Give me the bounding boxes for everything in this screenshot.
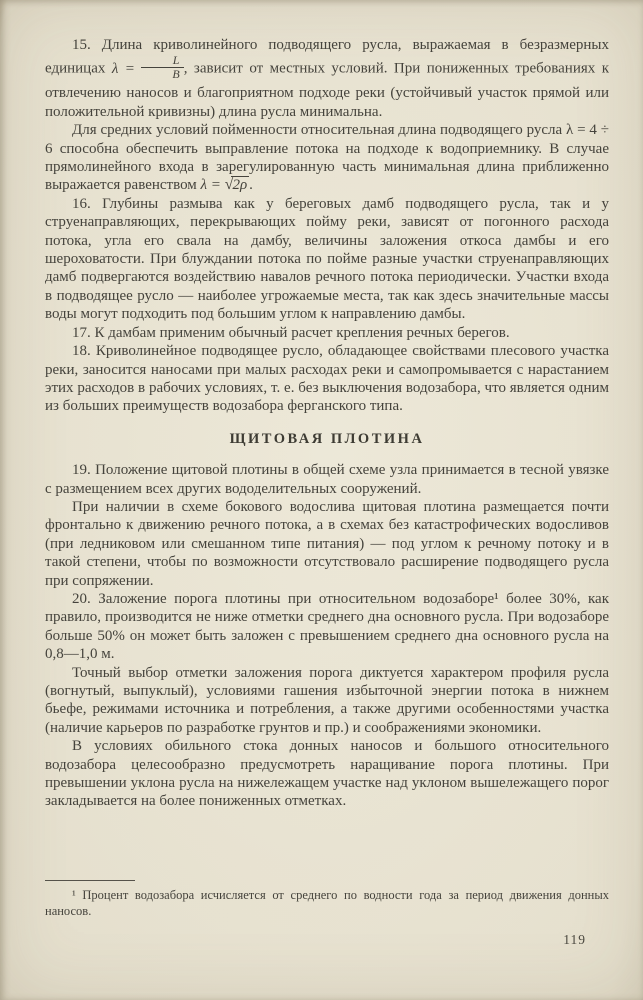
body-text: [45, 36, 609, 811]
paragraph-17: 17. К дамбам применим обычный расчет крепления речных берегов.: [72, 324, 510, 341]
paragraph-text: .: [249, 177, 253, 194]
paragraph-15: [45, 36, 609, 121]
radicand: 2ρ: [232, 177, 248, 194]
fraction-numerator: L: [172, 53, 180, 68]
fraction-L-over-B: [141, 54, 183, 81]
paragraph-text: , зависит от местных условий. При пониженных требованиях к отвлечению наносов и благоприятном подходе реки (устойчивый участок прямой или положительной кривизны) длина русла минимальна.: [45, 60, 609, 120]
paragraph-19: 19. Положение щитовой плотины в общей схеме узла принимается в тесной увязке с размещением всех других вододелительных сооружений.: [45, 462, 609, 497]
radical-sign: √: [224, 176, 234, 194]
formula-lambda-equals-L-over-B: [111, 53, 184, 82]
page-number: 119: [563, 932, 586, 947]
footnote-area: [45, 880, 609, 919]
formula-lhs: λ =: [111, 60, 135, 77]
paragraph-text: 15. Длина криволинейного подводящего русла, выражаемая в безразмерных единицах: [45, 37, 609, 77]
footnote-divider: [45, 880, 135, 881]
paragraph-text: Для средних условий пойменности относительная длина подводящего русла λ = 4 ÷ 6 способна обеспечить выправление потока на подходе к водоприемнику. В случае прямолинейного входа в зарегулированную часть минимальная длина приближенно выражается равенством: [45, 122, 609, 194]
formula-lambda-equals-sqrt-2rho: [201, 177, 250, 193]
fraction-denominator: B: [141, 67, 183, 81]
footnote-text: ¹ Процент водозабора исчисляется от среднего по водности года за период движения донных наносов.: [45, 888, 609, 918]
paragraph-20: 20. Заложение порога плотины при относительном водозаборе¹ более 30%, как правило, производится не ниже отметки среднего дна основного русла. При водозаборе больше 50% он может быть заложен с превышением среднего дна основного русла на 0,8—1,0 м.: [45, 590, 609, 663]
paragraph-20-choice: Точный выбор отметки заложения порога диктуется характером профиля русла (вогнутый, выпуклый), условиями гашения избыточной энергии потока в нижнем бьефе, режимами источника и потребления, а также другими особенностями участка (наличие карьеров по разработке грунтов и пр.) и соображениями экономики.: [45, 664, 609, 736]
paragraph-16: 16. Глубины размыва как у береговых дамб подводящего русла, так и у струенаправляющих, перекрывающих пойму реки, зависят от погонного расхода потока, угла его свала на дамбу, величины заложения откоса дамбы и его шероховатости. При блуждании потока по пойме разные участки струенаправляющих дамб подвергаются воздействию навалов речного потока периодически. Участки входа в подводящее русло — наиболее угрожаемые места, так как здесь значительные массы воды могут подходить под большим углом к направлению дамбы.: [45, 195, 609, 323]
paragraph-20-conditions: В условиях обильного стока донных наносов и большого относительного водозабора целесообразно предусмотреть наращивание порога плотины. При превышении уклона русла на нижележащем участке над уклоном вышележащего порог закладывается на более пониженных отметках.: [45, 738, 609, 810]
paragraph-mean-conditions: [45, 121, 609, 195]
section-heading-shield-dam: ЩИТОВАЯ ПЛОТИНА: [229, 430, 425, 447]
paragraph-18: 18. Криволинейное подводящее русло, обладающее свойствами плесового участка реки, заносится наносами при малых расходах реки и самопромывается с нарастанием этих расходов в рабочих условиях, т. е. без выключения водозабора, что является одним из больших преимуществ водозабора ферганского типа.: [45, 343, 609, 415]
paragraph-19-continuation: При наличии в схеме бокового водослива щитовая плотина размещается почти фронтально к движению речного потока, а в схемах без катастрофических водосливов (при ледниковом или смешанном типе питания) — под углом к речному потоку и в такой степени, чтобы по возможности отсутствовало расширение подводящего русла при сопряжении.: [45, 498, 609, 589]
formula-lhs: λ =: [200, 177, 221, 194]
